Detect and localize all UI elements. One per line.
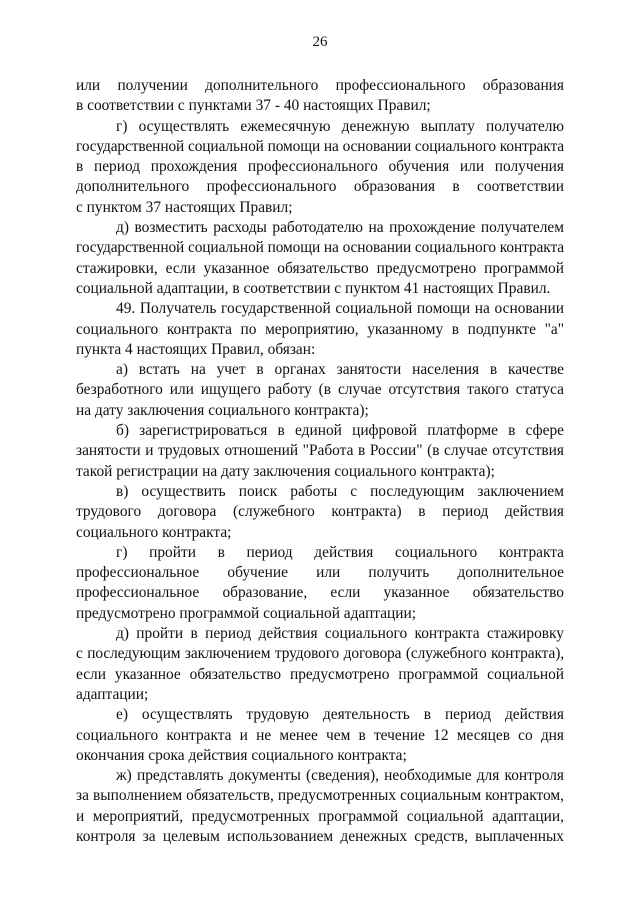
text-line: если указанное обязательство предусмотрено программой социальной	[76, 665, 564, 683]
text-line: г) осуществлять ежемесячную денежную выплату получателю	[116, 117, 564, 135]
text-line: и мероприятий, предусмотренных программой социальной адаптации,	[76, 807, 564, 825]
text-line: е) осуществлять трудовую деятельность в период действия	[116, 706, 564, 724]
text-line: б) зарегистрироваться в единой цифровой платформе в сфере	[116, 422, 564, 440]
text-line: государственной социальной помощи на основании социального контракта	[76, 137, 564, 155]
text-line: д) возместить расходы работодателю на прохождение получателем	[116, 219, 564, 237]
text-line: на дату заключения социального контракта);	[76, 401, 369, 419]
text-line: социального контракта;	[76, 523, 232, 541]
text-line: с последующим заключением трудового договора (служебного контракта),	[76, 645, 564, 663]
text-line: профессиональное образование, если указанное обязательство	[76, 584, 564, 602]
text-line: в) осуществить поиск работы с последующим заключением	[116, 482, 564, 500]
text-line: контроля за целевым использованием денежных средств, выплаченных	[76, 827, 564, 845]
text-line: 49. Получатель государственной социальной помощи на основании	[116, 300, 564, 318]
text-line: социального контракта и не менее чем в течение 12 месяцев со дня	[76, 726, 564, 744]
text-line: адаптации;	[76, 685, 149, 703]
page-number: 26	[312, 34, 328, 50]
text-line: дополнительного профессионального образования в соответствии	[76, 178, 564, 196]
text-line: пункта 4 настоящих Правил, обязан:	[76, 340, 316, 358]
text-line: трудового договора (служебного контракта) в период действия	[76, 503, 564, 521]
text-line: в соответствии с пунктами 37 - 40 настоящих Правил;	[76, 97, 431, 115]
text-line: г) пройти в период действия социального контракта	[116, 543, 564, 561]
text-line: государственной социальной помощи на основании социального контракта	[76, 239, 564, 257]
text-line: такой регистрации на дату заключения социального контракта);	[76, 462, 495, 480]
text-line: за выполнением обязательств, предусмотренных социальным контрактом,	[76, 787, 564, 805]
text-line: занятости и трудовых отношений "Работа в России" (в случае отсутствия	[76, 442, 564, 460]
text-line: безработного или ищущего работу (в случае отсутствия такого статуса	[76, 381, 564, 399]
text-line: стажировки, если указанное обязательство предусмотрено программой	[76, 259, 564, 277]
text-line: или получении дополнительного профессионального образования	[76, 77, 564, 94]
text-line: окончания срока действия социального контракта;	[76, 746, 407, 764]
text-line: а) встать на учет в органах занятости населения в качестве	[116, 361, 564, 379]
text-line: социального контракта по мероприятию, указанному в подпункте "а"	[76, 320, 564, 338]
text-line: в период прохождения профессионального обучения или получения	[76, 158, 564, 176]
text-line: д) пройти в период действия социального контракта стажировку	[116, 625, 564, 643]
text-line: с пунктом 37 настоящих Правил;	[76, 198, 293, 216]
text-line: профессиональное обучение или получить дополнительное	[76, 564, 564, 582]
text-line: ж) представлять документы (сведения), необходимые для контроля	[116, 767, 564, 785]
text-line: социальной адаптации, в соответствии с пунктом 41 настоящих Правил.	[76, 279, 551, 297]
document-body	[76, 76, 564, 847]
text-line: предусмотрено программой социальной адаптации;	[76, 604, 417, 622]
